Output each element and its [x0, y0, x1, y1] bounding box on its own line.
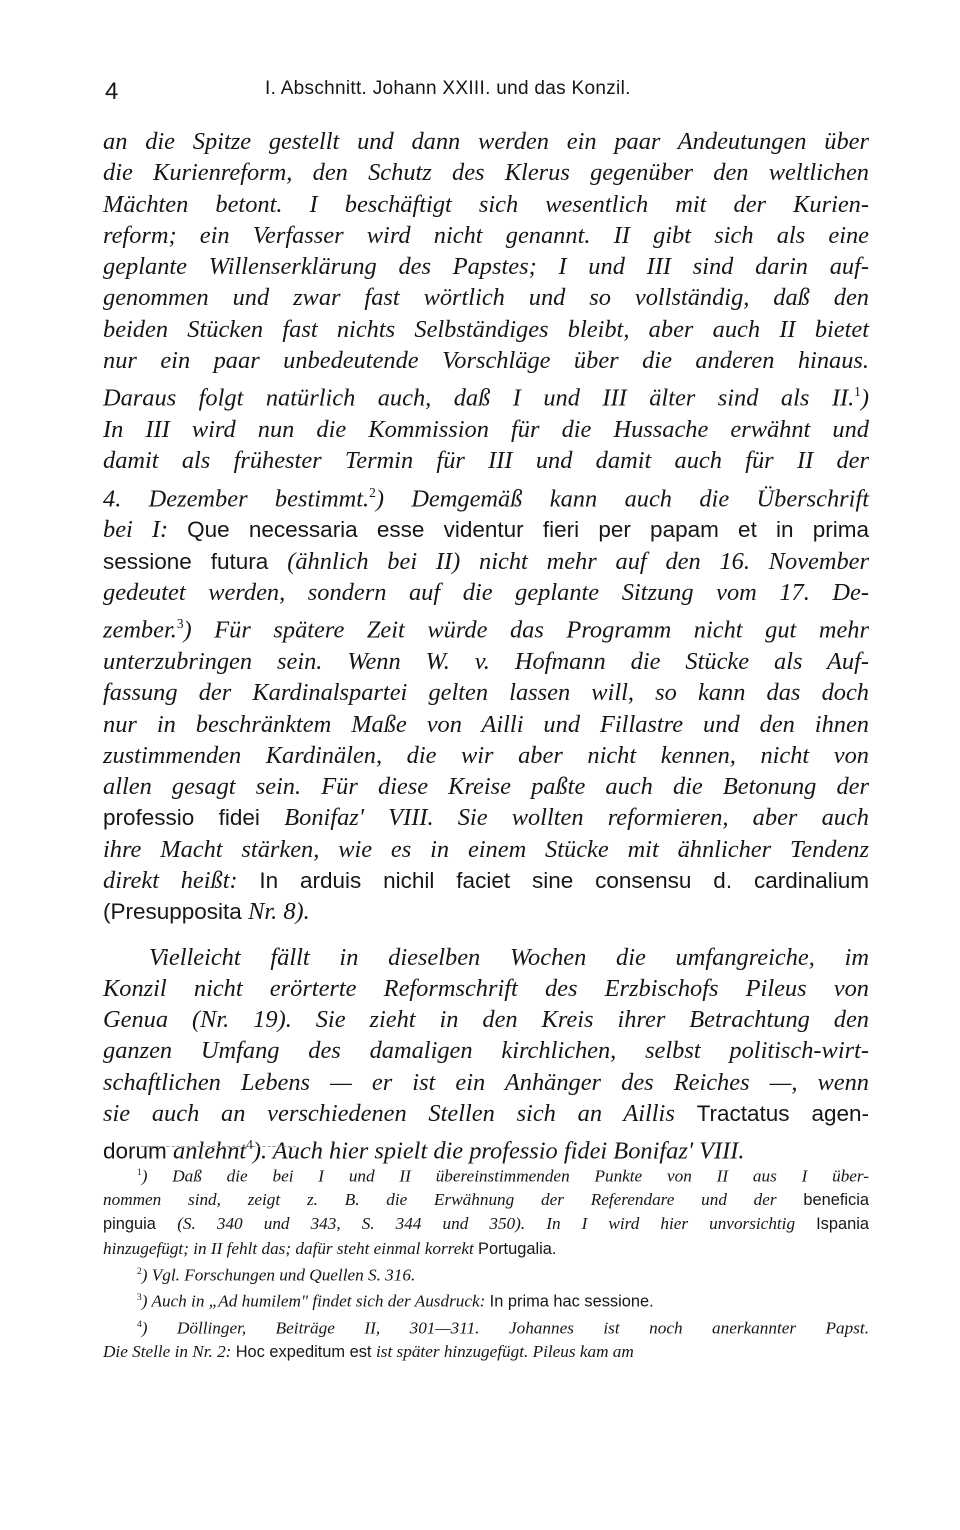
text-run: Konzil nicht erörterte Reformschrift des Erzbischofs Pileus von: [103, 974, 869, 1002]
text-run: zustimmenden Kardinälen, die wir aber nicht kennen, nicht von: [103, 741, 869, 769]
text-line: [103, 1287, 869, 1314]
text-line: [103, 126, 869, 157]
text-run: damit als frühester Termin für III und damit auch für II der: [103, 447, 869, 475]
text-run: unterzubringen sein. Wenn W. v. Hofmann die Stücke als Auf-: [103, 647, 869, 675]
footnote-marker: 1: [137, 1168, 142, 1178]
text-run: Vielleicht fällt in dieselben Wochen die umfangreiche, im: [149, 943, 869, 971]
footnote-marker: 4: [246, 1137, 253, 1153]
paragraph-2: [103, 942, 869, 1167]
text-run: anlehnt: [173, 1137, 247, 1165]
text-run: (Presupposita: [103, 899, 249, 925]
text-line: [103, 157, 869, 188]
text-line: [103, 802, 869, 833]
text-run: (S. 340 und 343, S. 344 und 350). In I wird hier unvorsichtig: [177, 1214, 817, 1234]
text-run: bei I:: [103, 516, 188, 544]
text-run: sessione futura: [103, 548, 288, 574]
footnote-marker: 4: [137, 1320, 142, 1331]
footnote-marker: 3: [137, 1293, 142, 1304]
text-run: Ispania: [816, 1215, 869, 1234]
text-line: [103, 646, 869, 677]
text-run: In prima hac sessione.: [489, 1292, 654, 1311]
text-line: [103, 1261, 869, 1287]
text-run: ist später hinzugefügt. Pileus kam am: [376, 1342, 634, 1362]
text-run: Die Stelle in Nr. 2:: [103, 1342, 236, 1362]
text-run: ). Auch hier spielt die professio fidei Bonifaz' VIII.: [252, 1137, 745, 1165]
text-run: Tractatus agen-: [696, 1101, 869, 1127]
page-number: 4: [105, 78, 119, 105]
text-run: dorum: [103, 1138, 174, 1164]
text-line: [103, 740, 869, 771]
text-run: schaftlichen Lebens — er ist ein Anhänger des Reiches —, wenn: [103, 1068, 869, 1096]
text-run: In arduis nichil faciet sine consensu d. cardinalium: [259, 868, 870, 893]
text-run: hinzugefügt; in II fehlt das; dafür steht einmal korrekt: [103, 1238, 479, 1258]
text-line: [103, 1188, 869, 1212]
text-run: ) Für spätere Zeit würde das Programm nicht gut mehr: [183, 616, 869, 644]
text-run: ) Daß die bei I und II übereinstimmenden Punkte von II aus I über-: [141, 1166, 869, 1186]
text-line: [103, 834, 869, 865]
text-run: Daraus folgt natürlich auch, daß I und III älter sind als II.: [103, 384, 855, 412]
main-text: [103, 126, 869, 1167]
text-line: [103, 1035, 869, 1066]
text-line: [103, 1212, 869, 1236]
text-line: [103, 709, 869, 740]
text-run: genommen und zwar fast wörtlich und so vollständig, daß den: [103, 284, 869, 312]
text-run: 4. Dezember bestimmt.: [103, 485, 370, 513]
text-run: (ähnlich bei II) nicht mehr auf den 16. November: [287, 547, 869, 575]
text-run: nur ein paar unbedeutende Vorschläge über die anderen hinaus.: [103, 347, 869, 375]
text-run: Portugalia.: [478, 1239, 557, 1258]
text-run: Genua (Nr. 19). Sie zieht in den Kreis ihrer Betrachtung den: [103, 1006, 869, 1034]
text-line: [103, 865, 869, 896]
text-run: professio fidei: [103, 805, 285, 831]
text-line: [103, 1004, 869, 1035]
text-run: direkt heißt:: [103, 867, 260, 894]
text-run: nommen sind, zeigt z. B. die Erwähnung der Referendare und der: [103, 1190, 804, 1210]
text-run: geplante Willenserklärung des Papstes; I und III sind darin auf-: [103, 253, 869, 281]
text-line: [103, 514, 869, 545]
text-line: [103, 345, 869, 376]
text-run: beneficia: [803, 1191, 869, 1210]
text-run: ) Demgemäß kann auch die Überschrift: [375, 485, 869, 513]
text-line: [103, 1340, 869, 1364]
paragraph-gap: [103, 928, 869, 942]
text-run: nur in beschränktem Maße von Ailli und Fillastre und den ihnen: [103, 710, 869, 738]
text-line: [103, 477, 869, 515]
text-run: sie auch an verschiedenen Stellen sich an Aillis: [103, 1100, 697, 1128]
text-line: [103, 376, 869, 414]
text-run: allen gesagt sein. Für diese Kreise paßte auch die Betonung der: [103, 773, 869, 801]
text-line: [103, 771, 869, 802]
text-line: [103, 220, 869, 251]
text-line: [103, 1162, 869, 1188]
footnote-marker: 2: [369, 484, 376, 500]
footnote-separator: [136, 1146, 296, 1147]
footnote-marker: 2: [137, 1267, 142, 1278]
text-line: [103, 1067, 869, 1098]
text-line: [103, 1314, 869, 1340]
text-run: beiden Stücken fast nichts Selbständiges bleibt, aber auch II bietet: [103, 315, 869, 343]
text-run: Bonifaz' VIII. Sie wollten reformieren, aber auch: [284, 804, 869, 832]
running-head: I. Abschnitt. Johann XXIII. und das Konzil.: [265, 78, 631, 99]
text-run: fassung der Kardinalspartei gelten lassen will, so kann das doch: [103, 679, 869, 707]
footnotes: [103, 1162, 869, 1365]
text-run: pinguia: [103, 1215, 178, 1234]
text-run: an die Spitze gestellt und dann werden ein paar Andeutungen über: [103, 128, 869, 155]
text-line: [103, 445, 869, 476]
text-run: die Kurienreform, den Schutz des Klerus gegenüber den weltlichen: [103, 159, 869, 187]
text-line: [103, 282, 869, 313]
text-line: [103, 942, 869, 973]
text-line: [103, 577, 869, 608]
text-run: reform; ein Verfasser wird nicht genannt. II gibt sich als eine: [103, 221, 869, 249]
text-run: zember.: [103, 616, 177, 644]
text-line: [103, 251, 869, 282]
text-run: ganzen Umfang des damaligen kirchlichen, selbst politisch-wirt-: [103, 1037, 869, 1065]
footnote-marker: 1: [854, 384, 861, 400]
text-run: Que necessaria esse videntur fieri per papam et in prima: [187, 517, 870, 543]
text-run: ihre Macht stärken, wie es in einem Stücke mit ähnlicher Tendenz: [103, 835, 869, 863]
text-line: [103, 414, 869, 445]
text-line: [103, 1237, 869, 1261]
text-run: ) Vgl. Forschungen und Quellen S. 316.: [141, 1265, 416, 1285]
text-run: ) Döllinger, Beiträge II, 301—311. Johannes ist noch anerkannter Papst.: [141, 1318, 869, 1338]
text-run: ) Auch in „Ad humilem" findet sich der Ausdruck:: [141, 1291, 490, 1311]
text-line: [103, 189, 869, 220]
text-line: [103, 546, 869, 577]
paragraph-1: [103, 126, 869, 928]
text-run: Nr. 8).: [248, 898, 310, 926]
text-line: [103, 896, 869, 927]
text-line: [103, 314, 869, 345]
text-line: [103, 1098, 869, 1129]
text-line: [103, 608, 869, 646]
footnote-marker: 3: [176, 616, 184, 632]
text-run: Mächten betont. I beschäftigt sich wesentlich mit der Kurien-: [103, 190, 869, 218]
text-run: Hoc expeditum est: [235, 1343, 377, 1362]
page-header: [105, 72, 870, 112]
text-line: [103, 677, 869, 708]
text-run: gedeutet werden, sondern auf die geplante Sitzung vom 17. De-: [103, 578, 869, 606]
text-run: ): [860, 384, 869, 412]
text-line: [103, 973, 869, 1004]
text-run: In III wird nun die Kommission für die Hussache erwähnt und: [103, 416, 869, 444]
